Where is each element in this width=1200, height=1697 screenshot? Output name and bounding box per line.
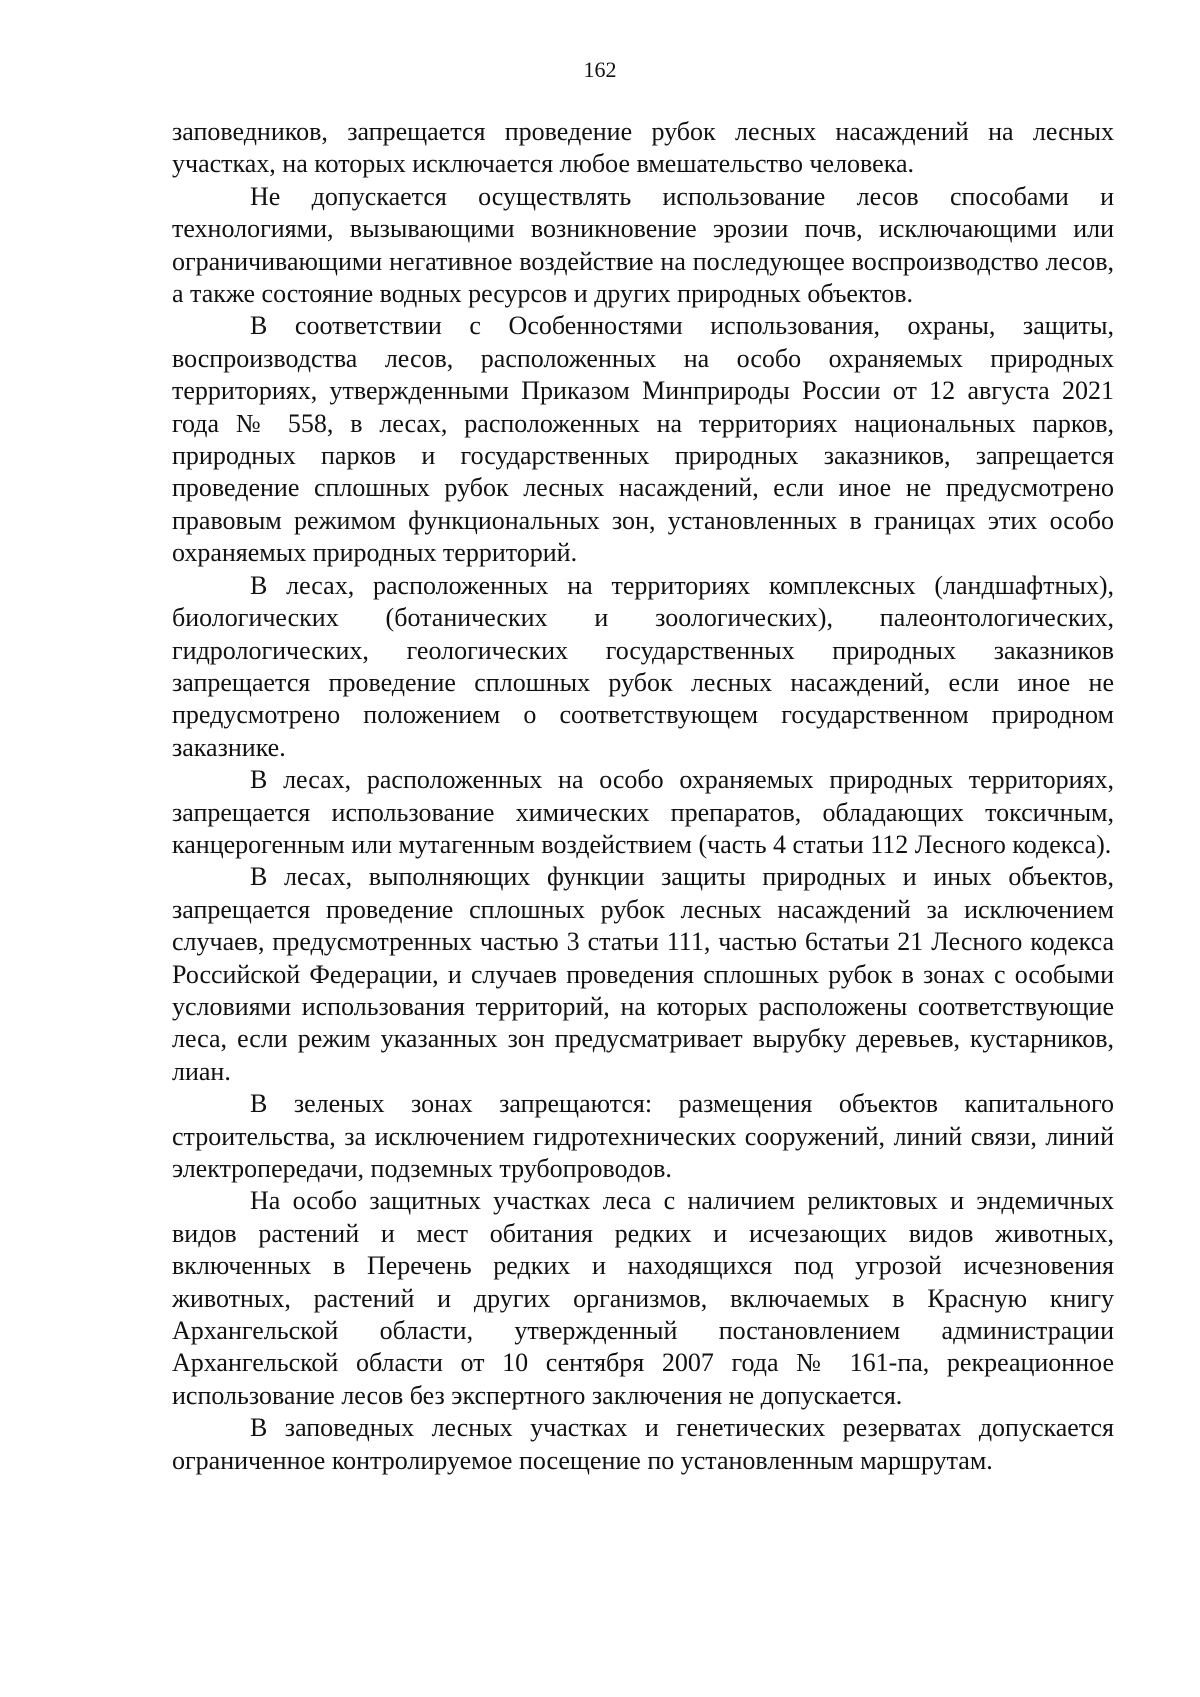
paragraph-continued: заповедников, запрещается проведение рубок лесных насаждений на лесных участках, на которых исключается любое вмешательство человека. <box>172 117 1114 179</box>
body-text <box>172 116 1114 1477</box>
paragraph-reserved-areas: В заповедных лесных участках и генетических резерватах допускается ограниченное контролируемое посещение по установленным маршрутам. <box>172 1413 1114 1475</box>
paragraph-chemical-preparations: В лесах, расположенных на особо охраняемых природных территориях, запрещается использование химических препаратов, обладающих токсичным, канцерогенным или мутагенным воздействием (часть 4 статьи 112 Лесного кодекса). <box>172 765 1114 859</box>
paragraph-protected-territories-order: В соответствии с Особенностями использования, охраны, защиты, воспроизводства лесов, расположенных на особо охраняемых природных территориях, утвержденными Приказом Минприроды России от 12 августа 2021 года № 558, в лесах, расположенных на территориях национальных парков, природных парков и государственных природных заказников, запрещается проведение сплошных рубок лесных насаждений, если иное не предусмотрено правовым режимом функциональных зон, установленных в границах этих особо охраняемых природных территорий. <box>172 311 1114 568</box>
paragraph-specially-protective-areas: На особо защитных участках леса с наличием реликтовых и эндемичных видов растений и мест обитания редких и исчезающих видов животных, включенных в Перечень редких и находящихся под угрозой исчезновения животных, растений и других организмов, включаемых в Красную книгу Архангельской области, утвержденный постановлением администрации Архангельской области от 10 сентября 2007 года № 161-па, рекреационное использование лесов без экспертного заключения не допускается. <box>172 1186 1114 1410</box>
paragraph-complex-reserves: В лесах, расположенных на территориях комплексных (ландшафтных), биологических (ботанических и зоологических), палеонтологических, гидрологических, геологических государственных природных заказников запрещается проведение сплошных рубок лесных насаждений, если иное не предусмотрено положением о соответствующем государственном природном заказнике. <box>172 570 1114 762</box>
paragraph-protective-forests: В лесах, выполняющих функции защиты природных и иных объектов, запрещается проведение сплошных рубок лесных насаждений за исключением случаев, предусмотренных частью 3 статьи 111, частью 6статьи 21 Лесного кодекса Российской Федерации, и случаев проведения сплошных рубок в зонах с особыми условиями использования территорий, на которых расположены соответствующие леса, если режим указанных зон предусматривает вырубку деревьев, кустарников, лиан. <box>172 862 1114 1086</box>
page-number: 162 <box>583 57 617 82</box>
paragraph-green-zones: В зеленых зонах запрещаются: размещения объектов капитального строительства, за исключением гидротехнических сооружений, линий связи, линий электропередачи, подземных трубопроводов. <box>172 1089 1114 1183</box>
paragraph-erosion-restriction: Не допускается осуществлять использование лесов способами и технологиями, вызывающими возникновение эрозии почв, исключающими или ограничивающими негативное воздействие на последующее воспроизводство лесов, а также состояние водных ресурсов и других природных объектов. <box>172 181 1114 309</box>
